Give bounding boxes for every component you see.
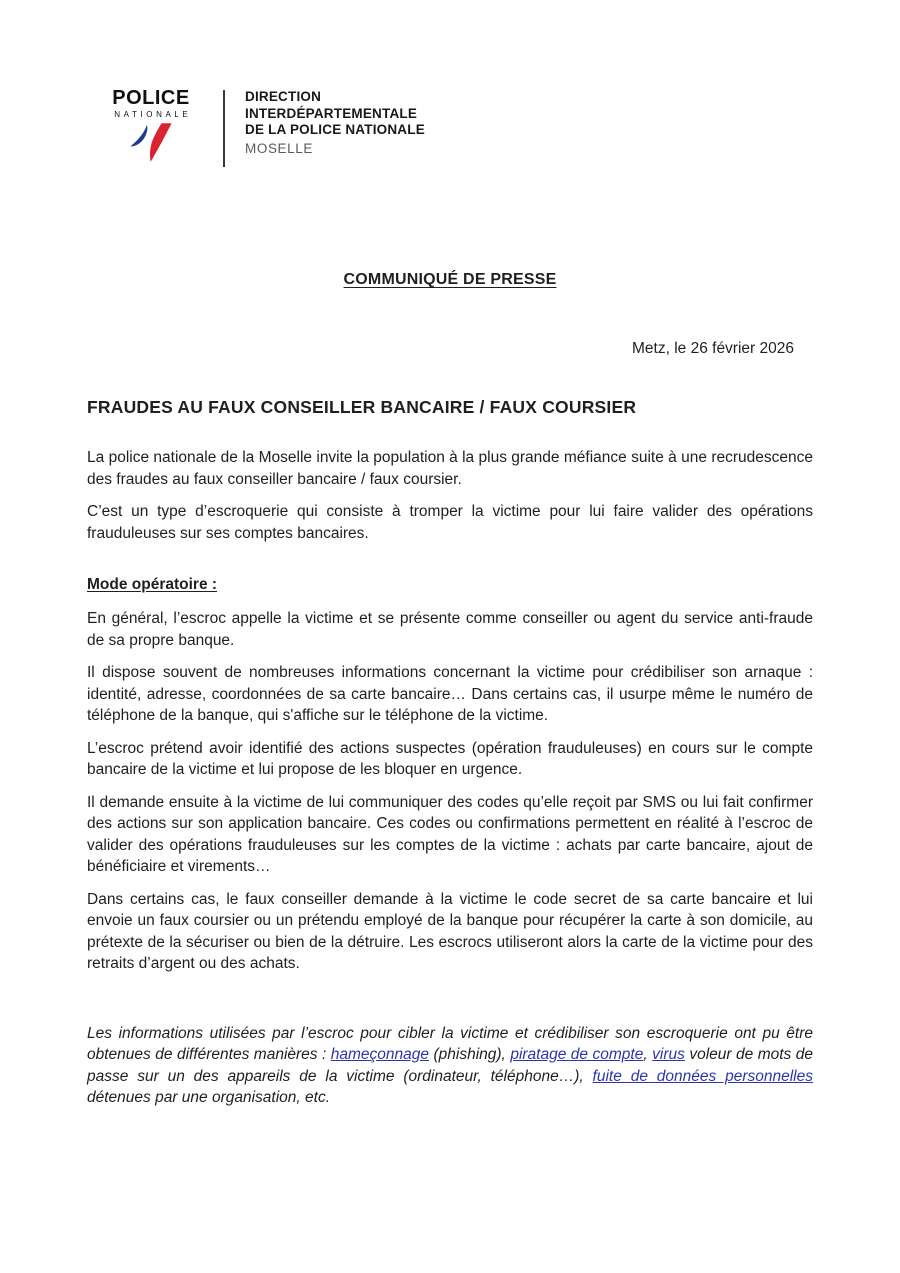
- document-heading: FRAUDES AU FAUX CONSEILLER BANCAIRE / FAUX COURSIER: [87, 397, 637, 417]
- note-text: Les informations utilisées par l’escroc pour cibler la victime et crédibiliser son escroquerie ont pu être obtenues de différentes manières :: [87, 1024, 813, 1063]
- paragraph-intro-2: C’est un type d’escroquerie qui consiste à tromper la victime pour lui faire valider des opérations frauduleuses sur ses comptes bancaires.: [87, 503, 813, 542]
- org-line: INTERDÉPARTEMENTALE: [245, 105, 418, 121]
- link-virus[interactable]: virus: [652, 1046, 685, 1063]
- logo-subtitle: NATIONALE: [114, 110, 192, 119]
- paragraph-body-3: L’escroc prétend avoir identifié des actions suspectes (opération frauduleuses) en cours sur le compte bancaire de la victime et lui propose de les bloquer en urgence.: [87, 739, 813, 778]
- document-body: [87, 0, 813, 1109]
- org-department: MOSELLE: [245, 140, 313, 156]
- final-note: [87, 1023, 813, 1109]
- org-line: DE LA POLICE NATIONALE: [245, 122, 425, 137]
- org-line: DIRECTION: [245, 89, 322, 104]
- logo-title: POLICE: [112, 87, 190, 109]
- press-release-title: COMMUNIQUÉ DE PRESSE: [343, 271, 557, 288]
- note-text: détenues par une organisation, etc.: [87, 1089, 331, 1106]
- link-fuite-de-donnees-personnelles[interactable]: fuite de données personnelles: [592, 1067, 814, 1085]
- dateline: Metz, le 26 février 2026: [632, 340, 794, 357]
- paragraph-body-4: Il demande ensuite à la victime de lui communiquer des codes qu’elle reçoit par SMS ou lui fait confirmer des actions sur son application bancaire. Ces codes ou confirmations permettent en réalité à l’escroc de valider des opérations frauduleuses sur les comptes de la victime : achats par carte bancaire, ajout de bénéficiaire et virements…: [87, 793, 813, 875]
- note-text: ,: [643, 1046, 653, 1063]
- paragraph-body-1: En général, l’escroc appelle la victime et se présente comme conseiller ou agent du service anti-fraude de sa propre banque.: [87, 610, 813, 649]
- note-text: (phishing),: [429, 1046, 511, 1063]
- link-hameconnage[interactable]: hameçonnage: [330, 1046, 430, 1063]
- paragraph-intro-1: La police nationale de la Moselle invite la population à la plus grande méfiance suite à une recrudescence des fraudes au faux conseiller bancaire / faux coursier.: [87, 449, 813, 488]
- paragraph-body-5: Dans certains cas, le faux conseiller demande à la victime le code secret de sa carte bancaire et lui envoie un faux coursier ou un prétendu employé de la banque pour récupérer la carte à son domicile, au prétexte de la sécuriser ou bien de la détruire. Les escrocs utiliseront alors la carte de la victime pour des retraits d’argent ou des achats.: [87, 890, 813, 972]
- note-text: voleur de mots de passe sur un des appareils de la victime (ordinateur, téléphone…),: [87, 1046, 814, 1085]
- paragraph-body-2: Il dispose souvent de nombreuses informations concernant la victime pour crédibiliser son arnaque : identité, adresse, coordonnées de sa carte bancaire… Dans certains cas, il usurpe même le numéro de téléphone de la banque, qui s'affiche sur le téléphone de la victime.: [87, 664, 813, 724]
- section-heading-mode-operatoire: Mode opératoire :: [87, 576, 218, 593]
- link-piratage-de-compte[interactable]: piratage de compte: [510, 1046, 644, 1063]
